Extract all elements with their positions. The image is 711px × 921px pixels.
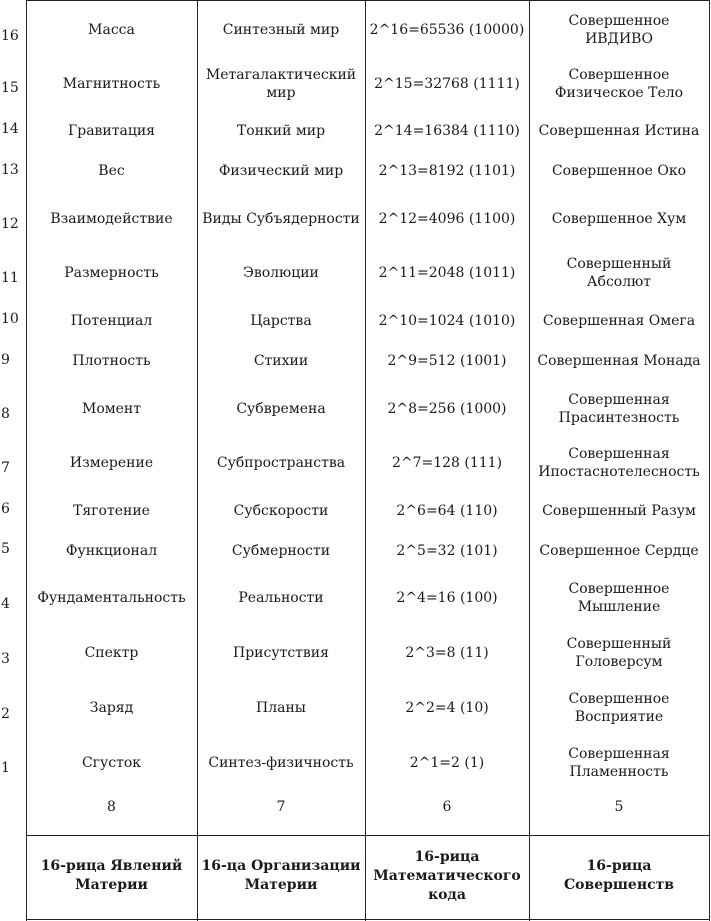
cell-phenomenon: Потенциал	[70, 313, 153, 329]
row-number: 7	[1, 460, 10, 476]
cell-math-code: 2^2=4 (10)	[405, 700, 489, 716]
row-number: 10	[1, 311, 19, 327]
cell-math-code: 2^3=8 (11)	[405, 645, 489, 661]
cell-phenomenon: Тяготение	[73, 503, 150, 519]
cell-perfection: Совершенная Истина	[538, 123, 700, 139]
column-border	[197, 0, 198, 921]
row-number: 1	[1, 760, 10, 776]
cell-phenomenon: Фундаментальность	[37, 590, 186, 606]
footer-number: 8	[107, 799, 116, 815]
row-number: 8	[1, 406, 10, 422]
cell-phenomenon: Сгусток	[81, 755, 142, 771]
cell-math-code: 2^11=2048 (1011)	[378, 265, 516, 281]
cell-phenomenon: Взаимодействие	[50, 211, 173, 227]
row-number: 6	[1, 501, 10, 517]
cell-organization: Царства	[250, 313, 312, 329]
row-number: 13	[1, 162, 19, 178]
row-number: 2	[1, 706, 10, 722]
cell-math-code: 2^10=1024 (1010)	[378, 313, 516, 329]
cell-phenomenon: Размерность	[64, 265, 159, 281]
cell-phenomenon: Гравитация	[67, 123, 156, 139]
column-border	[26, 0, 27, 921]
cell-organization: Синтез-физичность	[208, 755, 354, 771]
cell-phenomenon: Функционал	[65, 543, 158, 559]
row-number: 12	[1, 216, 19, 232]
cell-organization: Виды Субъядерности	[202, 211, 360, 227]
cell-perfection: Совершенное Восприятие	[568, 691, 670, 725]
cell-phenomenon: Плотность	[72, 353, 151, 369]
cell-math-code: 2^1=2 (1)	[409, 755, 485, 771]
cell-perfection: Совершенный Головерсум	[566, 636, 672, 670]
cell-perfection: Совершенная Ипостаснотелесность	[538, 446, 700, 480]
column-border	[529, 0, 530, 921]
cell-math-code: 2^12=4096 (1100)	[378, 211, 516, 227]
footer-number: 7	[276, 799, 286, 815]
column-header: 16-рица Совершенств	[563, 858, 675, 893]
row-number: 5	[1, 541, 10, 557]
cell-organization: Планы	[256, 700, 306, 716]
cell-phenomenon: Магнитность	[62, 76, 161, 92]
column-border	[365, 0, 366, 921]
footer-number: 6	[442, 799, 452, 815]
cell-organization: Стихии	[253, 353, 309, 369]
row-number: 4	[1, 596, 10, 612]
cell-perfection: Совершенный Абсолют	[566, 256, 672, 290]
cell-organization: Субмерности	[231, 543, 331, 559]
cell-perfection: Совершенная Прасинтезность	[558, 392, 680, 426]
cell-phenomenon: Масса	[88, 22, 135, 38]
cell-math-code: 2^5=32 (101)	[396, 543, 498, 559]
column-border	[709, 0, 710, 921]
cell-phenomenon: Момент	[81, 401, 141, 417]
cell-math-code: 2^14=16384 (1110)	[374, 123, 520, 139]
cell-organization: Эволюции	[243, 265, 319, 281]
row-number: 3	[1, 651, 10, 667]
cell-organization: Присутствия	[233, 645, 329, 661]
cell-perfection: Совершенная Омега	[542, 313, 696, 329]
cell-math-code: 2^13=8192 (1101)	[378, 163, 516, 179]
cell-phenomenon: Заряд	[89, 700, 134, 716]
cell-organization: Синтезный мир	[222, 22, 340, 38]
cell-perfection: Совершенное Сердце	[539, 543, 699, 559]
column-header: 16-рица Явлений Материи	[40, 858, 183, 893]
cell-organization: Реальности	[238, 590, 324, 606]
row-number: 11	[1, 270, 19, 286]
row-border	[26, 919, 709, 920]
footer-number: 5	[614, 799, 624, 815]
cell-perfection: Совершенное ИВДИВО	[568, 13, 670, 47]
row-number: 9	[1, 352, 10, 368]
row-border	[26, 0, 709, 1]
cell-phenomenon: Вес	[98, 163, 125, 179]
cell-math-code: 2^8=256 (1000)	[387, 401, 507, 417]
cell-math-code: 2^7=128 (111)	[391, 455, 503, 471]
row-number: 15	[1, 80, 19, 96]
cell-math-code: 2^9=512 (1001)	[387, 353, 507, 369]
cell-perfection: Совершенное Мышление	[568, 581, 670, 615]
cell-math-code: 2^4=16 (100)	[396, 590, 498, 606]
row-border	[26, 835, 709, 836]
column-header: 16-ца Организации Материи	[201, 858, 361, 893]
cell-perfection: Совершенное Око	[551, 163, 687, 179]
cell-organization: Физический мир	[218, 163, 344, 179]
cell-organization: Субскорости	[233, 503, 329, 519]
cell-perfection: Совершенное Хум	[551, 211, 687, 227]
cell-organization: Метагалактический мир	[205, 67, 357, 101]
cell-math-code: 2^6=64 (110)	[396, 503, 498, 519]
cell-math-code: 2^15=32768 (1111)	[374, 76, 520, 92]
column-header: 16-рица Математического кода	[373, 848, 521, 903]
cell-organization: Субпространства	[216, 455, 346, 471]
cell-perfection: Совершенное Физическое Тело	[554, 67, 684, 101]
cell-perfection: Совершенный Разум	[542, 503, 696, 519]
cell-math-code: 2^16=65536 (10000)	[369, 22, 525, 38]
row-number: 16	[1, 28, 19, 44]
row-number: 14	[1, 121, 19, 137]
cell-organization: Тонкий мир	[236, 123, 326, 139]
cell-perfection: Совершенная Пламенность	[568, 746, 670, 780]
cell-organization: Субвремена	[236, 401, 326, 417]
cell-perfection: Совершенная Монада	[537, 353, 701, 369]
cell-phenomenon: Спектр	[84, 645, 139, 661]
cell-phenomenon: Измерение	[69, 455, 154, 471]
